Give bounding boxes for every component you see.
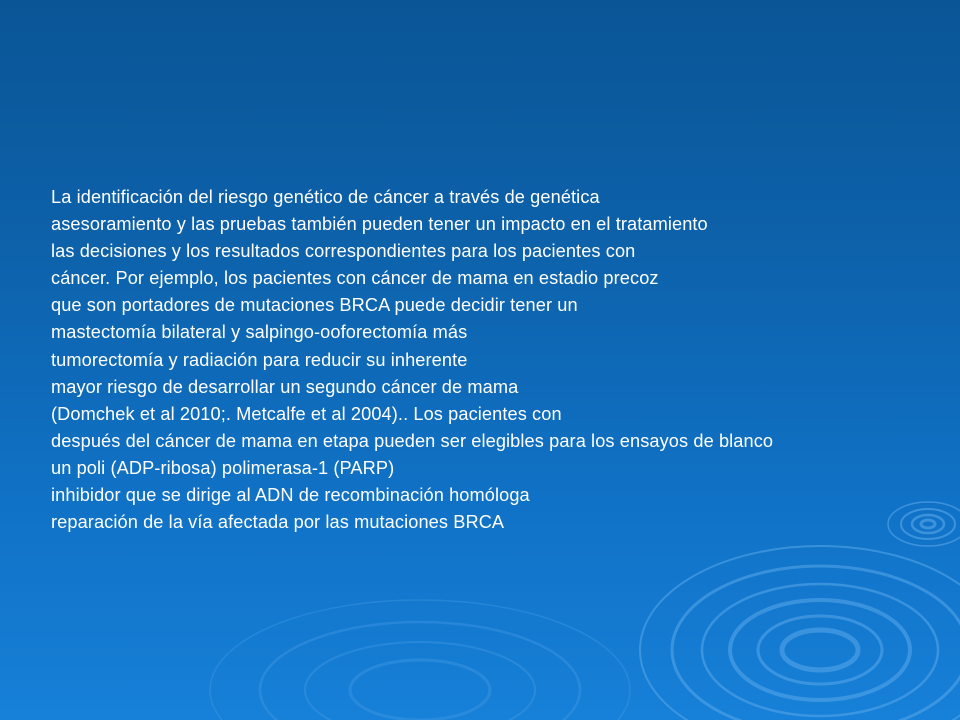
large-ripple bbox=[640, 546, 960, 720]
slide-body-text bbox=[51, 184, 960, 536]
text-line: asesoramiento y las pruebas también pueden tener un impacto en el tratamiento bbox=[51, 214, 708, 235]
text-line: (Domchek et al 2010;. Metcalfe et al 2004).. Los pacientes con bbox=[51, 403, 562, 424]
text-line: La identificación del riesgo genético de cáncer a través de genética bbox=[51, 187, 600, 207]
faint-ripple bbox=[210, 600, 630, 720]
text-line: mastectomía bilateral y salpingo-ooforectomía más bbox=[51, 322, 468, 343]
text-line: después del cáncer de mama en etapa pueden ser elegibles para los ensayos de blanco bbox=[51, 430, 774, 451]
text-line: mayor riesgo de desarrollar un segundo cáncer de mama bbox=[51, 376, 519, 397]
text-line: inhibidor que se dirige al ADN de recombinación homóloga bbox=[51, 485, 530, 506]
text-line: reparación de la vía afectada por las mutaciones BRCA bbox=[51, 512, 505, 533]
text-line: cáncer. Por ejemplo, los pacientes con cáncer de mama en estadio precoz bbox=[51, 268, 659, 289]
text-line: las decisiones y los resultados correspondientes para los pacientes con bbox=[51, 241, 636, 262]
text-line: un poli (ADP-ribosa) polimerasa-1 (PARP) bbox=[51, 457, 395, 478]
text-line: que son portadores de mutaciones BRCA puede decidir tener un bbox=[51, 295, 578, 316]
text-line: tumorectomía y radiación para reducir su inherente bbox=[51, 349, 468, 370]
